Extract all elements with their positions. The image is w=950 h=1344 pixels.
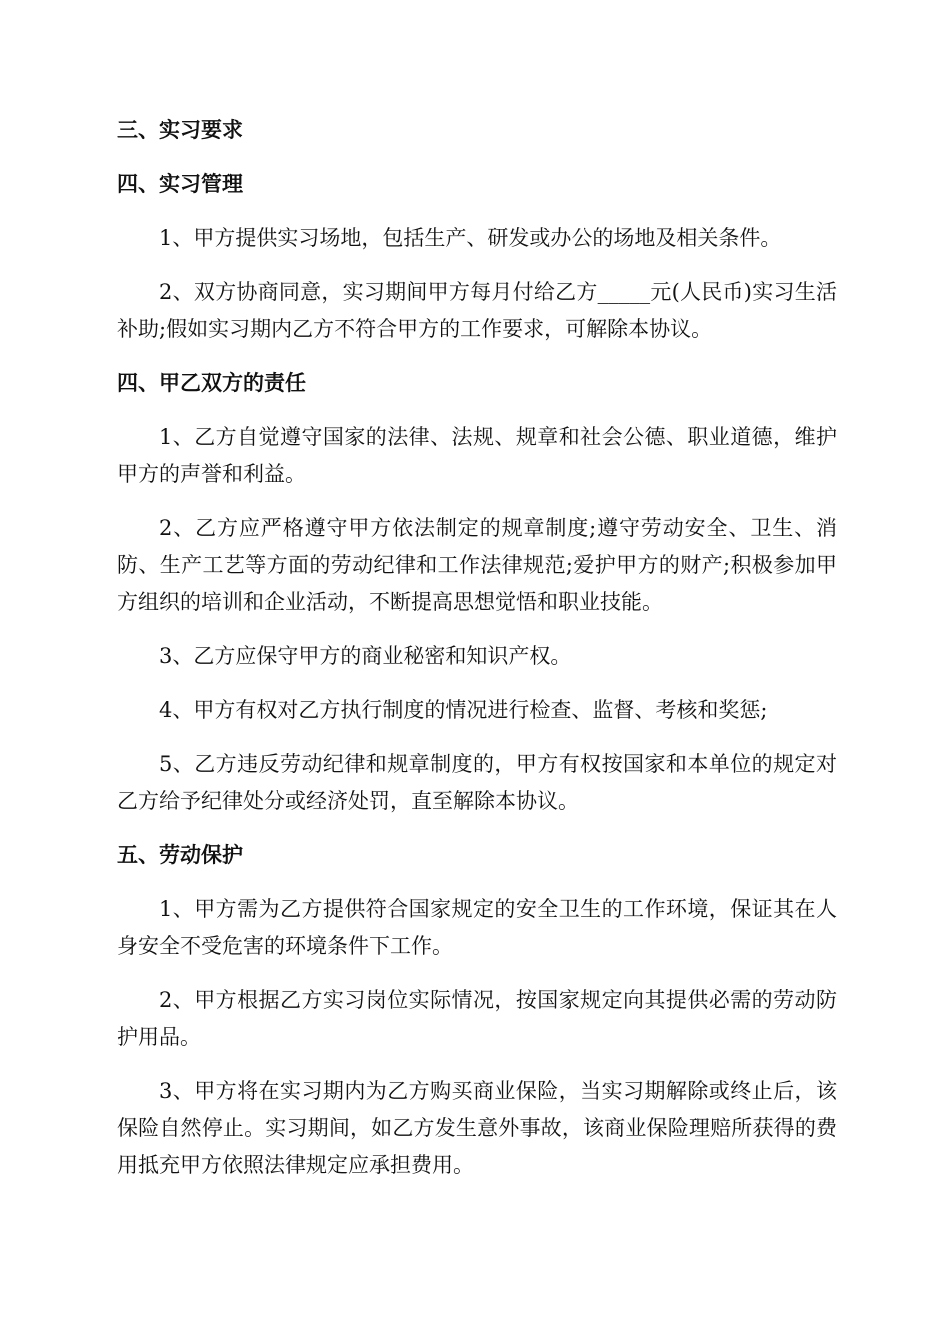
paragraph: 2、甲方根据乙方实习岗位实际情况，按国家规定向其提供必需的劳动防护用品。 [117,988,837,1049]
section-heading-labor-protection: 五、劳动保护 [117,843,243,867]
paragraph: 5、乙方违反劳动纪律和规章制度的，甲方有权按国家和本单位的规定对乙方给予纪律处分或经济处罚，直至解除本协议。 [117,752,837,813]
paragraph: 1、甲方提供实习场地，包括生产、研发或办公的场地及相关条件。 [159,226,782,250]
paragraph: 2、双方协商同意，实习期间甲方每月付给乙方_____元(人民币)实习生活补助;假如实习期内乙方不符合甲方的工作要求，可解除本协议。 [117,280,837,341]
paragraph: 3、甲方将在实习期内为乙方购买商业保险，当实习期解除或终止后，该保险自然停止。实习期间，如乙方发生意外事故，该商业保险理赔所获得的费用抵充甲方依照法律规定应承担费用。 [117,1079,837,1177]
section-heading-internship-requirements: 三、实习要求 [117,118,243,142]
paragraph: 1、甲方需为乙方提供符合国家规定的安全卫生的工作环境，保证其在人身安全不受危害的环境条件下工作。 [117,897,837,958]
paragraph: 3、乙方应保守甲方的商业秘密和知识产权。 [159,644,572,668]
paragraph: 4、甲方有权对乙方执行制度的情况进行检查、监督、考核和奖惩; [159,698,768,722]
section-heading-responsibilities: 四、甲乙双方的责任 [117,371,306,395]
section-heading-internship-management: 四、实习管理 [117,172,243,196]
paragraph: 1、乙方自觉遵守国家的法律、法规、规章和社会公德、职业道德，维护甲方的声誉和利益。 [117,425,837,486]
document-body [117,112,837,1201]
paragraph: 2、乙方应严格遵守甲方依法制定的规章制度;遵守劳动安全、卫生、消防、生产工艺等方面的劳动纪律和工作法律规范;爱护甲方的财产;积极参加甲方组织的培训和企业活动，不断提高思想觉悟和职业技能。 [117,516,837,614]
